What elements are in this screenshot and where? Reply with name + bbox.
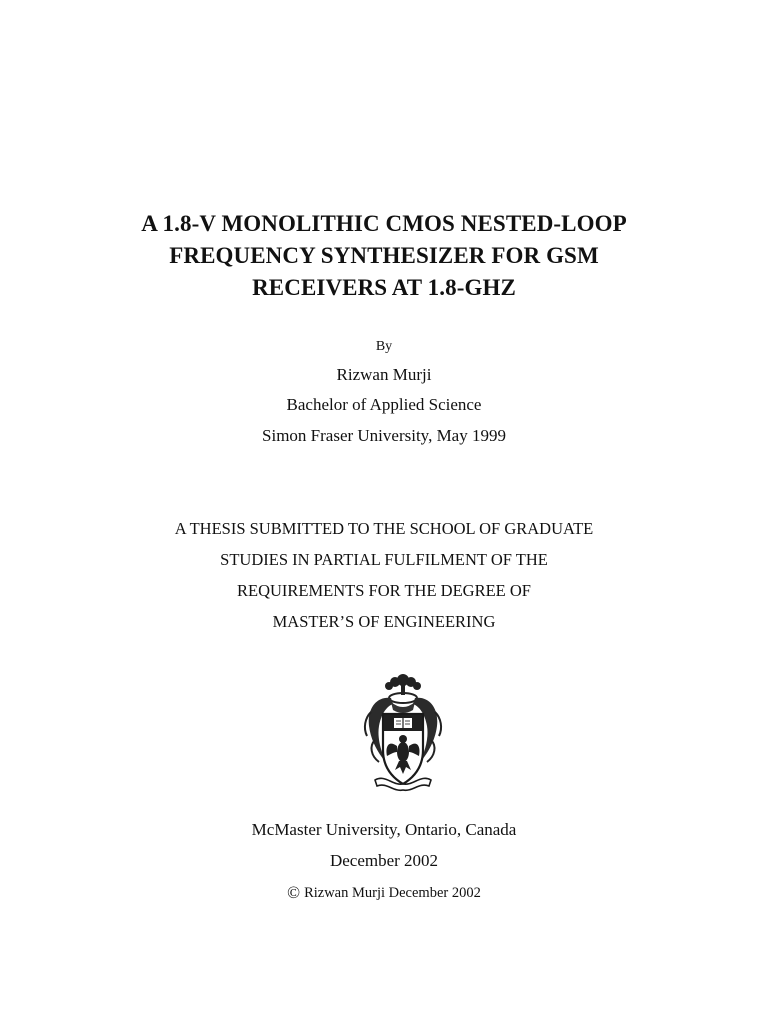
title-line-2: FREQUENCY SYNTHESIZER FOR GSM (169, 243, 599, 268)
copyright-text: Rizwan Murji December 2002 (304, 885, 481, 901)
university-location: McMaster University, Ontario, Canada (251, 820, 517, 839)
university-crest-icon (357, 668, 449, 792)
author-institution: Simon Fraser University, May 1999 (262, 426, 506, 445)
thesis-statement-line-1: A THESIS SUBMITTED TO THE SCHOOL OF GRADUATE (174, 519, 594, 538)
copyright-symbol: © (287, 883, 301, 902)
author-name: Rizwan Murji (336, 365, 432, 384)
thesis-statement-line-3: REQUIREMENTS FOR THE DEGREE OF (237, 581, 531, 600)
copyright-line (0, 883, 768, 903)
title-line-1: A 1.8-V MONOLITHIC CMOS NESTED-LOOP (141, 211, 627, 236)
byline: By (375, 339, 393, 354)
thesis-statement-line-2: STUDIES IN PARTIAL FULFILMENT OF THE (220, 550, 548, 569)
author-degree: Bachelor of Applied Science (286, 395, 482, 414)
thesis-statement-line-4: MASTER’S OF ENGINEERING (272, 612, 496, 631)
submission-date: December 2002 (329, 851, 439, 870)
title-line-3: RECEIVERS AT 1.8-GHZ (252, 275, 516, 300)
